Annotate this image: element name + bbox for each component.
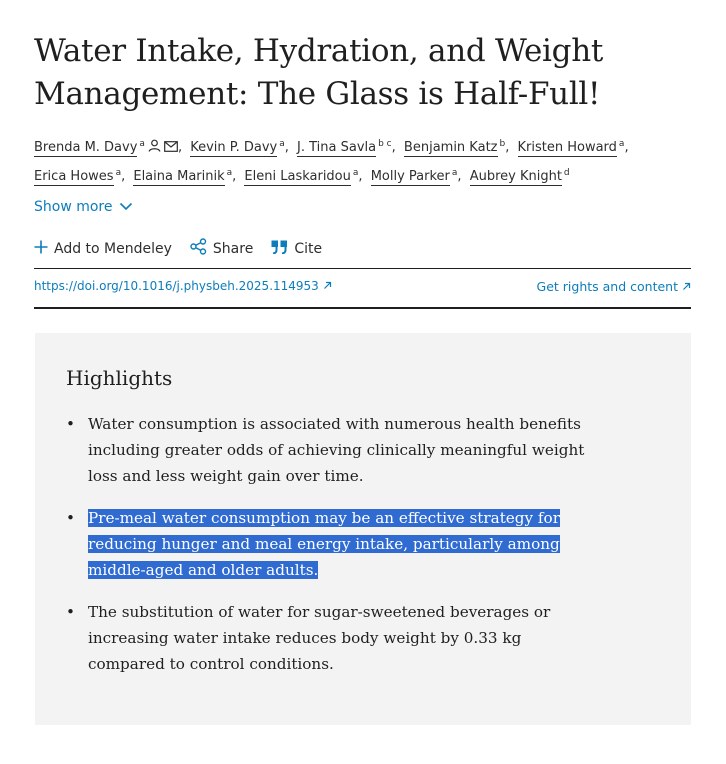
quote-icon <box>271 240 288 258</box>
add-to-mendeley-label: Add to Mendeley <box>54 240 172 257</box>
highlights-heading: Highlights <box>66 366 173 390</box>
doi-link[interactable] <box>34 279 332 293</box>
divider <box>34 268 691 269</box>
author-list: Brenda M. Davy $^a$ , Kevin P. Davy $^a$, J. Tina Savla $^{b c}$, Benjamin Katz $^b$, Kristen Howard $^a$, Erica Howes $^a$, Elaina Marinik $^a$, Eleni Laskaridou $^a$, Molly Parker $^a$, Aubrey Knight $^d$ <box>34 139 629 184</box>
author-affiliation: a <box>139 139 145 149</box>
author-affiliation: a <box>226 168 233 178</box>
share-button[interactable] <box>190 238 253 259</box>
author-affiliation: a <box>451 168 458 178</box>
author-affiliation: a <box>352 168 359 178</box>
author-affiliation: a <box>279 139 285 149</box>
highlights-list <box>66 411 596 693</box>
author-name[interactable]: J. Tina Savla <box>297 140 377 155</box>
doi-link-text: https://doi.org/10.1016/j.physbeh.2025.114953 <box>34 279 319 293</box>
author-benjamin-katz[interactable] <box>404 140 505 155</box>
author-affiliation: a <box>618 139 625 149</box>
get-rights-link[interactable] <box>537 279 691 294</box>
author-affiliation: b <box>499 139 506 149</box>
author-erica-howes[interactable] <box>34 169 121 184</box>
bullet: • <box>66 415 75 433</box>
bullet: • <box>66 509 75 527</box>
author-affiliation: b c <box>378 139 392 149</box>
author-name[interactable]: Eleni Laskaridou <box>244 169 351 184</box>
author-molly-parker[interactable] <box>371 169 458 184</box>
plus-icon <box>34 240 48 258</box>
show-more-button[interactable] <box>34 199 133 215</box>
author-elaina-marinik[interactable] <box>133 169 232 184</box>
mail-icon[interactable] <box>164 137 178 161</box>
article-title: Water Intake, Hydration, and Weight Management: The Glass is Half-Full! <box>34 33 604 112</box>
list-item <box>66 599 596 677</box>
list-item <box>66 411 596 489</box>
author-name[interactable]: Erica Howes <box>34 169 114 184</box>
share-label: Share <box>212 240 254 257</box>
cite-label: Cite <box>294 240 323 257</box>
author-eleni-laskaridou[interactable] <box>244 169 358 184</box>
author-name[interactable]: Kristen Howard <box>517 140 617 155</box>
author-name[interactable]: Brenda M. Davy <box>34 140 138 155</box>
external-link-icon <box>323 279 332 293</box>
highlight-text: The substitution of water for sugar-sweetened beverages or increasing water intake reduces body weight by 0.33 kg compared to control conditions. <box>88 603 551 673</box>
author-name[interactable]: Kevin P. Davy <box>190 140 278 155</box>
divider <box>34 307 691 309</box>
author-affiliation: a <box>115 168 122 178</box>
author-name[interactable]: Molly Parker <box>370 169 450 184</box>
person-icon[interactable] <box>148 137 161 161</box>
share-icon <box>190 238 207 259</box>
bullet: • <box>66 603 75 621</box>
chevron-down-icon <box>119 199 133 215</box>
author-aubrey-knight[interactable] <box>470 169 570 184</box>
selected-highlight-text: Pre-meal water consumption may be an effective strategy for reducing hunger and meal energy intake, particularly among middle-aged and older adults. <box>88 509 560 579</box>
author-kristen-howard[interactable] <box>518 140 625 155</box>
highlights-section <box>35 333 691 725</box>
highlight-text: Water consumption is associated with numerous health benefits including greater odds of achieving clinically meaningful weight loss and less weight gain over time. <box>88 415 585 485</box>
get-rights-text: Get rights and content <box>536 279 678 294</box>
show-more-label: Show more <box>34 199 113 215</box>
external-link-icon <box>682 279 691 294</box>
author-kevin-davy[interactable] <box>190 140 285 155</box>
cite-button[interactable] <box>271 240 322 258</box>
author-name[interactable]: Elaina Marinik <box>133 169 225 184</box>
author-affiliation: d <box>563 168 570 178</box>
list-item <box>66 505 596 583</box>
add-to-mendeley-button[interactable] <box>34 240 172 258</box>
article-actions <box>34 238 340 259</box>
author-tina-savla[interactable] <box>297 140 392 155</box>
author-brenda-davy[interactable] <box>34 140 178 155</box>
author-name[interactable]: Benjamin Katz <box>403 140 498 155</box>
author-name[interactable]: Aubrey Knight <box>469 169 562 184</box>
